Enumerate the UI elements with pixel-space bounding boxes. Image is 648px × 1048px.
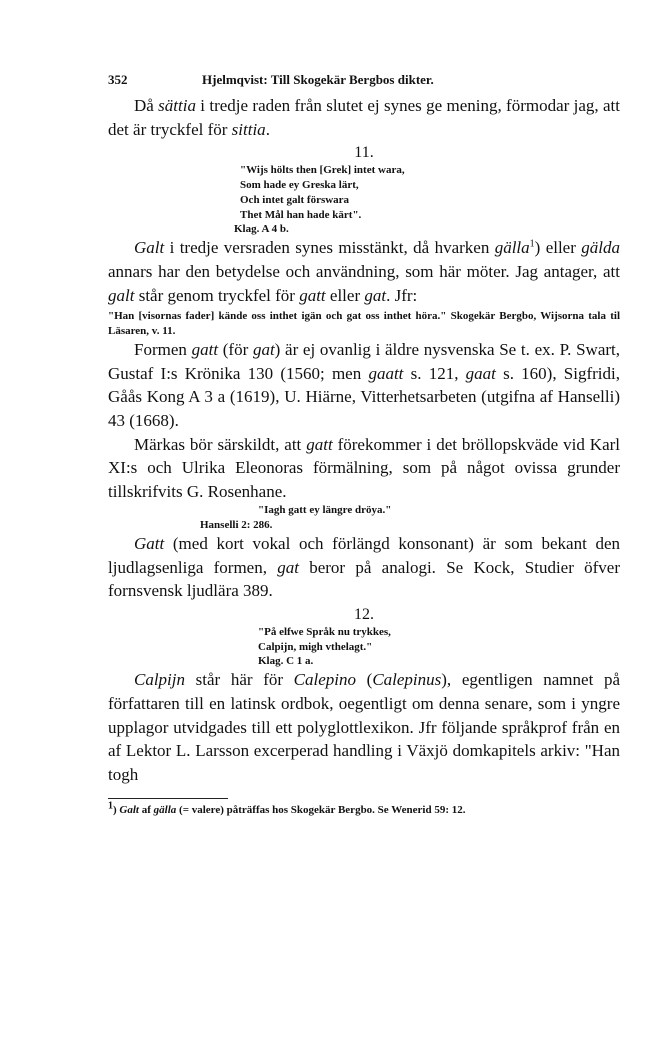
citation: "Han [visornas fader] kände oss inthet igän och gat oss inthet höra." Skogekär Bergbo, Wijsorna tala til Läsaren, v. 11. <box>108 310 620 337</box>
page <box>108 72 620 818</box>
verse-line: Thet Mål han hade kärt". <box>240 208 362 221</box>
footnote: $^1$) Galt af gälla (= valere) påträffas hos Skogekär Bergbo. Se Wenerid 59: 12. <box>108 800 466 817</box>
verse-line: "På elfwe Språk nu trykkes, <box>258 625 391 638</box>
verse-11 <box>108 163 620 222</box>
verse-12 <box>108 625 620 655</box>
paragraph-2: Galt i tredje versraden synes misstänkt, då hvarken gälla$^1$) eller gälda annars har den betydelse och användning, som här möter. Jag antager, att galt står genom tryckfel för gatt eller gat. Jfr: <box>108 238 620 305</box>
paragraph-5: Gatt (med kort vokal och förlängd konsonant) är som bekant den ljudlagsenliga formen, gat beror på analogi. Se Kock, Studier öfver fornsvensk ljudlära 389. <box>108 534 621 601</box>
verse-line: Och intet galt förswara <box>240 193 350 206</box>
running-header <box>108 72 620 94</box>
paragraph-1: Då sättia i tredje raden från slutet ej synes ge mening, förmodar jag, att det är tryckfel för sittia. <box>108 96 621 139</box>
running-title: Hjelmqvist: Till Skogekär Bergbos dikter. <box>202 72 434 87</box>
page-number: 352 <box>108 72 128 87</box>
footnote-mark: 1 <box>108 800 113 812</box>
verse-line: "Wijs hölts then [Grek] intet wara, <box>240 164 405 177</box>
verse-source: Klag. A 4 b. <box>234 223 289 236</box>
paragraph-3: Formen gatt (för gat) är ej ovanlig i äldre nysvenska Se t. ex. P. Swart, Gustaf I:s Krönika 130 (1560; men gaatt s. 121, gaat s. 160), Sigfridi, Gåås Kong A 3 a (1619), U. Hiärne, Vitterhetsarbeten (utgifna af Hanselli) 43 (1668). <box>108 340 621 430</box>
paragraph-6: Calpijn står här för Calepino (Calepinus), egentligen namnet på författaren till en latinsk ordbok, oegentligt om denna senare, som i yngre upplagor utvidgades till ett polyglottlexikon. Jfr följande språkprof från en af Lektor L. Larsson excerperad handling i Växjö domkapitels arkiv: "Han togh <box>108 670 620 784</box>
section-number-12: 12. <box>354 605 374 623</box>
verse-source: Klag. C 1 a. <box>258 655 314 668</box>
verse-line: Calpijn, migh vthelagt." <box>258 640 373 653</box>
quote-source: Hanselli 2: 286. <box>200 519 273 532</box>
footnote-ref: 1 <box>529 238 535 250</box>
quote-line: "Iagh gatt ey längre dröya." <box>258 504 392 517</box>
section-number-11: 11. <box>354 144 374 162</box>
verse-line: Som hade ey Greska lärt, <box>240 178 359 191</box>
paragraph-4: Märkas bör särskildt, att gatt förekommer i det bröllopskväde vid Karl XI:s och Ulrika Eleonoras förmälning, som på något ovissa grunder tillskrifvits G. Rosenhane. <box>108 434 620 501</box>
footnote-divider <box>108 798 228 799</box>
